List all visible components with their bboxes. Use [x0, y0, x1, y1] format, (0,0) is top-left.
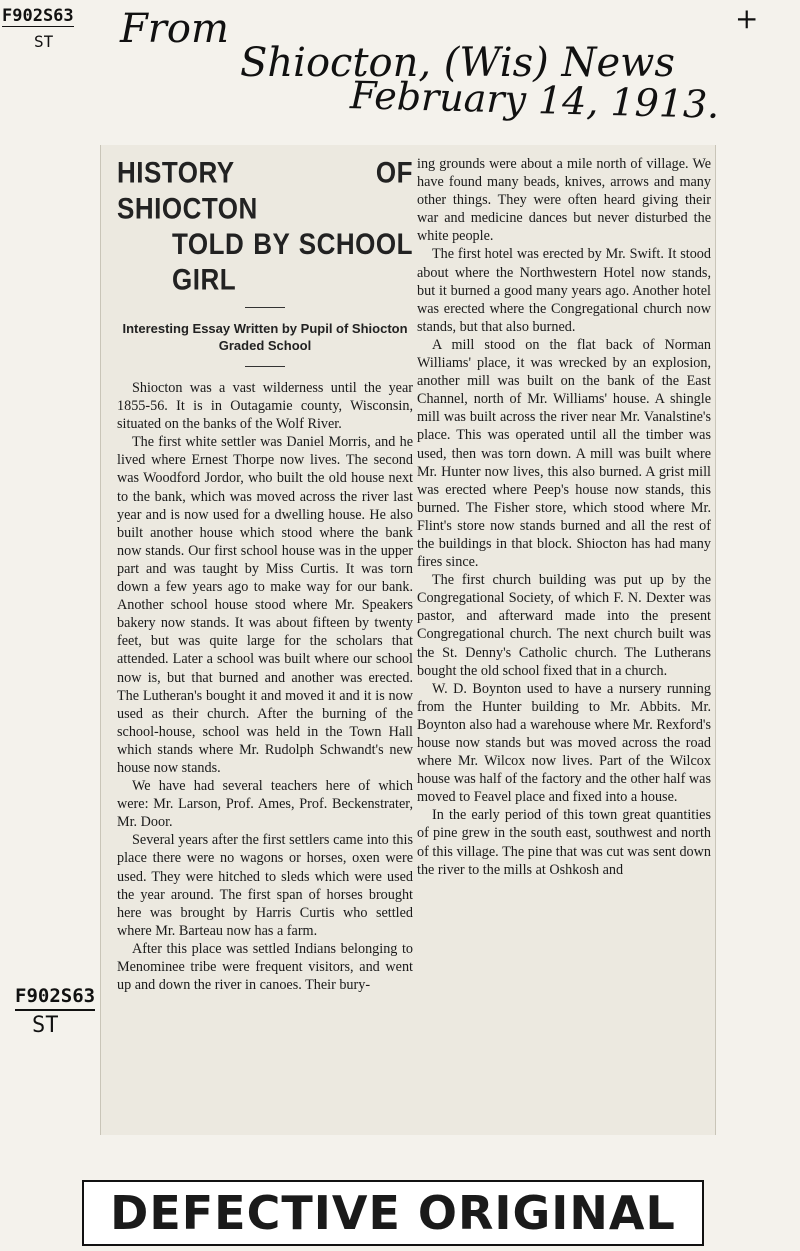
paragraph: W. D. Boynton used to have a nursery running from the Hunter building to Mr. Abbits. Mr. Boynton also had a warehouse where Mr. Rexford's house now stands but was moved across the road where Mr. Wilcox now lives. Part of the Wilcox house was half of the factory and the other half was moved to Feavel place and fixed into a house.: [417, 680, 711, 806]
paragraph: Shiocton was a vast wilderness until the year 1855-56. It is in Outagamie county, Wisconsin, situated on the banks of the Wolf River.: [117, 380, 413, 433]
handwritten-source: Shiocton, (Wis) News: [240, 40, 675, 86]
paragraph: After this place was settled Indians belonging to Menominee tribe were frequent visitors, and went up and down the river in canoes. Their bury-: [117, 940, 413, 994]
catalog-stamp-side-sub: ST: [32, 1013, 59, 1038]
handwritten-date: February 14, 1913.: [349, 73, 720, 127]
catalog-stamp-top: F902S63: [2, 6, 74, 26]
divider-rule: [245, 366, 285, 367]
paragraph: ing grounds were about a mile north of village. We have found many beads, knives, arrows and many other things. They were often heard giving their war and medicine dances but never disturbed the white people.: [417, 156, 711, 245]
catalog-stamp-top-sub: ST: [34, 32, 54, 51]
article-column-right: [417, 155, 711, 879]
headline-line-1: HISTORY OF SHIOCTON: [117, 155, 413, 226]
paragraph: In the early period of this town great quantities of pine grew in the south east, southwest and north of this village. The pine that was cut was sent down the river to the mills at Oshkosh and: [417, 807, 711, 878]
article-headline: [117, 155, 413, 298]
paragraph: The first church building was put up by the Congregational Society, of which F. N. Dexter was pastor, and afterward made into the present Congregational church. The next church built was the St. Denny's Catholic church. The Lutherans bought the old school fixed that in a church.: [417, 572, 711, 679]
divider-rule: [245, 307, 285, 308]
paragraph: We have had several teachers here of which were: Mr. Larson, Prof. Ames, Prof. Beckenstrater, Mr. Door.: [117, 778, 413, 831]
article-subheadline: Interesting Essay Written by Pupil of Shiocton Graded School: [122, 321, 408, 353]
newspaper-clipping: [100, 145, 716, 1135]
handwritten-from: From: [120, 6, 229, 52]
paragraph: The first hotel was erected by Mr. Swift. It stood about where the Northwestern Hotel now stands, but it burned a good many years ago. Another hotel was erected where the Congregational church now stands, but that also burned.: [417, 246, 711, 335]
defective-original-banner: DEFECTIVE ORIGINAL: [82, 1180, 704, 1246]
headline-line-2: TOLD BY SCHOOL GIRL: [172, 226, 413, 297]
paragraph: The first white settler was Daniel Morris, and he lived where Ernest Thorpe now lives. The second was Woodford Jordor, who built the old house next to the bank, which was moved across the river last year and is now used for a dwelling house. He also built another house which stood where the bank now stands. Our first school house was in the upper part and was taught by Miss Curtis. It was torn down a few years ago to make way for our bank. Another school house stood where Mr. Speakers bakery now stands. It was about fifteen by twenty feet, but was quite large for the scholars that attended. Later a school was built where our school now is, but that burned and another was erected. The Lutheran's bought it and moved it and it is now used as their church. After the burning of the school-house, school was held in the Town Hall which stands where Mr. Rudolph Schwandt's new house now stands.: [117, 434, 413, 776]
article-column-left: [117, 155, 413, 994]
catalog-stamp-side: F902S63: [15, 985, 95, 1011]
paragraph: A mill stood on the flat back of Norman Williams' place, it was wrecked by an explosion, another mill was built on the bank of the East Channel, north of Mr. Williams' house. A shingle mill was built across the river near Mr. Vanalstine's place. This was operated until all the timber was used, then was torn down. A mill was built where Mr. Hunter now lives, this also burned. A grist mill was erected where Peep's house now stands, this burned. The Fisher store, which stood where Mr. Flint's store now stands burned and all the rest of the buildings in that block. Shiocton has had many fires since.: [417, 336, 711, 571]
paragraph: Several years after the first settlers came into this place there were no wagons or horses, oxen were used. They were hitched to sleds which were used the year around. The first span of horses brought here was brought by Harris Curtis who settled where Mr. Barteau now has a farm.: [117, 832, 413, 939]
plus-mark: +: [735, 2, 759, 35]
